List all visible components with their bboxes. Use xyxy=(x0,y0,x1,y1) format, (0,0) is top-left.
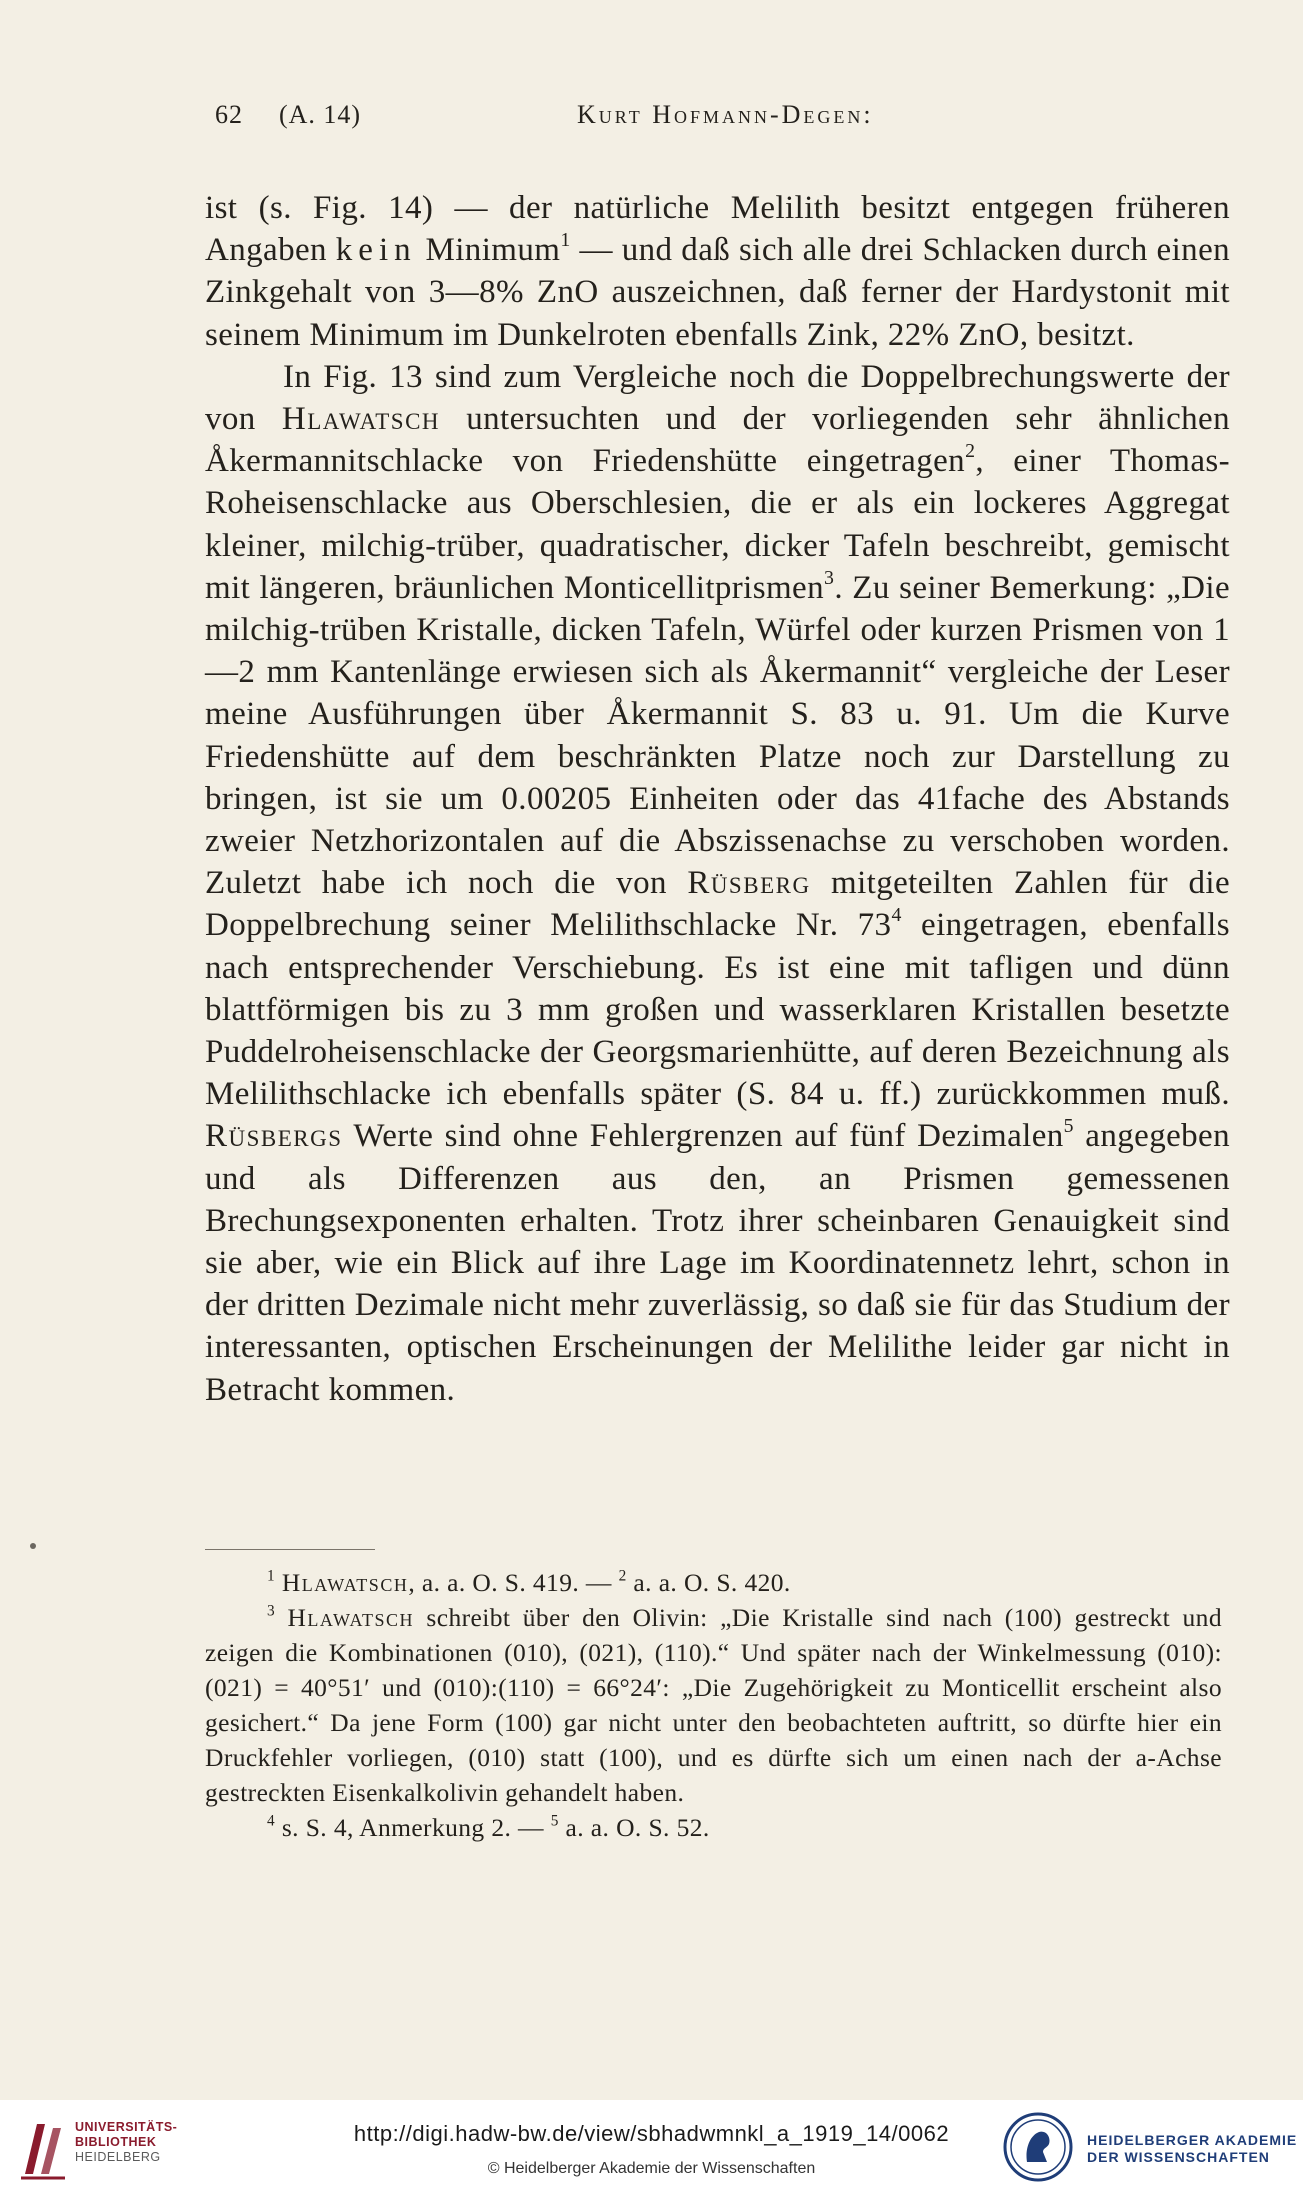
author-name: Rüsberg xyxy=(687,865,811,902)
text-run: — und daß sich alle drei Schlacken durch einen Zinkgehalt von 3—8% ZnO auszeichnen, daß ferner der Hardystonit mit seinem Minimum im Dunkelroten ebenfalls Zink, 22% ZnO, besitzt. xyxy=(205,232,1231,353)
running-header xyxy=(205,100,1225,144)
text-run: angegeben und als Differenzen aus den, an Prismen gemessenen Brechungsexponenten erhalten. Trotz ihrer scheinbaren Genauigkeit sind sie aber, wie ein Blick auf ihre Lage im Koordinatennetz lehrt, schon in der dritten Dezimale nicht mehr zuverlässig, so daß sie für das Studium der interessanten, optischen Erscheinungen der Melilithe leider gar nicht in Betracht kommen. xyxy=(205,1118,1230,1408)
logo-line: UNIVERSITÄTS- xyxy=(75,2120,178,2134)
text-run: untersuchten und der vorliegenden sehr ähnlichen Åkermannitschlacke von Friedenshütte eingetragen xyxy=(205,401,1230,480)
emphasized-word: kein xyxy=(335,232,417,269)
copyright-notice: © Heidelberger Akademie der Wissenschaften xyxy=(487,2160,816,2177)
main-text xyxy=(205,187,1230,1411)
footnote-number: 2 xyxy=(618,1567,627,1585)
text-run: In Fig. 13 sind zum Vergleiche noch die Doppelbrechungswerte der von xyxy=(205,358,1230,438)
text-run: Werte sind ohne Fehlergrenzen auf fünf Dezimalen xyxy=(342,1118,1064,1155)
author-name: Rüsbergs xyxy=(205,1118,343,1155)
text-run: s. S. 4, Anmerkung 2. — xyxy=(275,1813,551,1842)
text-run: eingetragen, ebenfalls nach entsprechender Verschiebung. Es ist eine mit tafligen und dünn blattförmigen bis zu 3 mm großen und wasserklaren Kristallen besetzte Puddelroheisenschlacke der Georgsmarienhütte, auf deren Bezeichnung als Melilithschlacke ich ebenfalls später (S. 84 u. ff.) zurückkommen muß. xyxy=(205,907,1230,1113)
author-name: Hlawatsch xyxy=(281,1568,409,1597)
running-author: Kurt Hofmann-Degen: xyxy=(577,100,874,129)
author-name: Hlawatsch xyxy=(287,1603,414,1632)
footnote-number: 1 xyxy=(267,1567,276,1585)
text-run: Minimum xyxy=(416,232,561,269)
footnote-1-2 xyxy=(205,1565,1222,1600)
academy-seal-logo-icon xyxy=(1003,2110,1073,2184)
footnote-number: 3 xyxy=(267,1602,276,1620)
footnote-number: 4 xyxy=(267,1812,276,1830)
logo-line: BIBLIOTHEK xyxy=(75,2135,157,2149)
text-run: schreibt über den Olivin: „Die Kristalle sind nach (100) gestreckt und zeigen die Kombinationen (010), (021), (110).“ Und später nach der Winkelmessung (010):(021) = 40°51′ und (010):(110) = 66°24′: „Die Zugehörigkeit zu Monticellit erscheint also gesichert.“ Da jene Form (100) gar nicht unter den beobachteten auftritt, so dürfte hier ein Druckfehler vorliegen, (010) statt (100), und es dürfte sich um einen nach der a-Achse gestreckten Eisenkalkolivin gehandelt haben. xyxy=(205,1603,1222,1807)
text-run: a. a. O. S. 420. xyxy=(626,1568,791,1597)
footnote-ref-1: 1 xyxy=(560,229,571,252)
scan-speck xyxy=(30,1543,36,1549)
footnote-ref-3: 3 xyxy=(824,566,835,589)
footnote-ref-4: 4 xyxy=(891,904,902,927)
text-run: , a. a. O. S. 419. — xyxy=(408,1568,619,1597)
text-run: , einer Thomas-Roheisenschlacke aus Oberschlesien, die er als ein lockeres Aggregat kleiner, milchig-trüber, quadratischer, dicker Tafeln beschreibt, gemischt mit längeren, bräunlichen Monticellitprismen xyxy=(205,443,1230,606)
author-name: Hlawatsch xyxy=(281,401,441,438)
academy-name xyxy=(1087,2132,1297,2166)
paragraph-1 xyxy=(205,187,1230,356)
logo-line: HEIDELBERGER AKADEMIE xyxy=(1087,2132,1298,2148)
logo-line: HEIDELBERG xyxy=(75,2150,161,2164)
paragraph-2 xyxy=(205,356,1230,1411)
logo-line: DER WISSENSCHAFTEN xyxy=(1087,2149,1270,2165)
text-run: a. a. O. S. 52. xyxy=(558,1813,710,1842)
footnote-separator xyxy=(205,1549,375,1550)
article-reference: (A. 14) xyxy=(279,100,362,129)
footnote-3 xyxy=(205,1600,1222,1810)
permalink-url[interactable]: http://digi.hadw-bw.de/view/sbhadwmnkl_a_1919_14/0062 xyxy=(353,2121,950,2146)
footnotes xyxy=(205,1565,1222,1845)
footnote-4-5 xyxy=(205,1810,1222,1845)
text-run: ist (s. Fig. 14) — der natürliche Melilith besitzt entgegen früheren Angaben xyxy=(205,190,1230,269)
footnote-number: 5 xyxy=(550,1812,559,1830)
footnote-ref-5: 5 xyxy=(1063,1115,1074,1138)
footnote-ref-2: 2 xyxy=(965,440,976,463)
viewer-footer xyxy=(0,2100,1303,2193)
text-run: mitgeteilten Zahlen für die Doppelbrechung seiner Melilithschlacke Nr. 73 xyxy=(205,865,1230,944)
page-number: 62 xyxy=(215,100,243,129)
text-run: . Zu seiner Bemerkung: „Die milchig-trüben Kristalle, dicken Tafeln, Würfel oder kurzen Prismen von 1—2 mm Kantenlänge erwiesen sich als Åkermannit“ vergleiche der Leser meine Ausführungen über Åkermannit S. 83 u. 91. Um die Kurve Friedenshütte auf dem beschränkten Platze noch zur Darstellung zu bringen, ist sie um 0.00205 Einheiten oder das 41fache des Abstands zweier Netzhorizontalen auf die Abszissenachse zu verschoben worden. Zuletzt habe ich noch die von xyxy=(205,569,1230,902)
